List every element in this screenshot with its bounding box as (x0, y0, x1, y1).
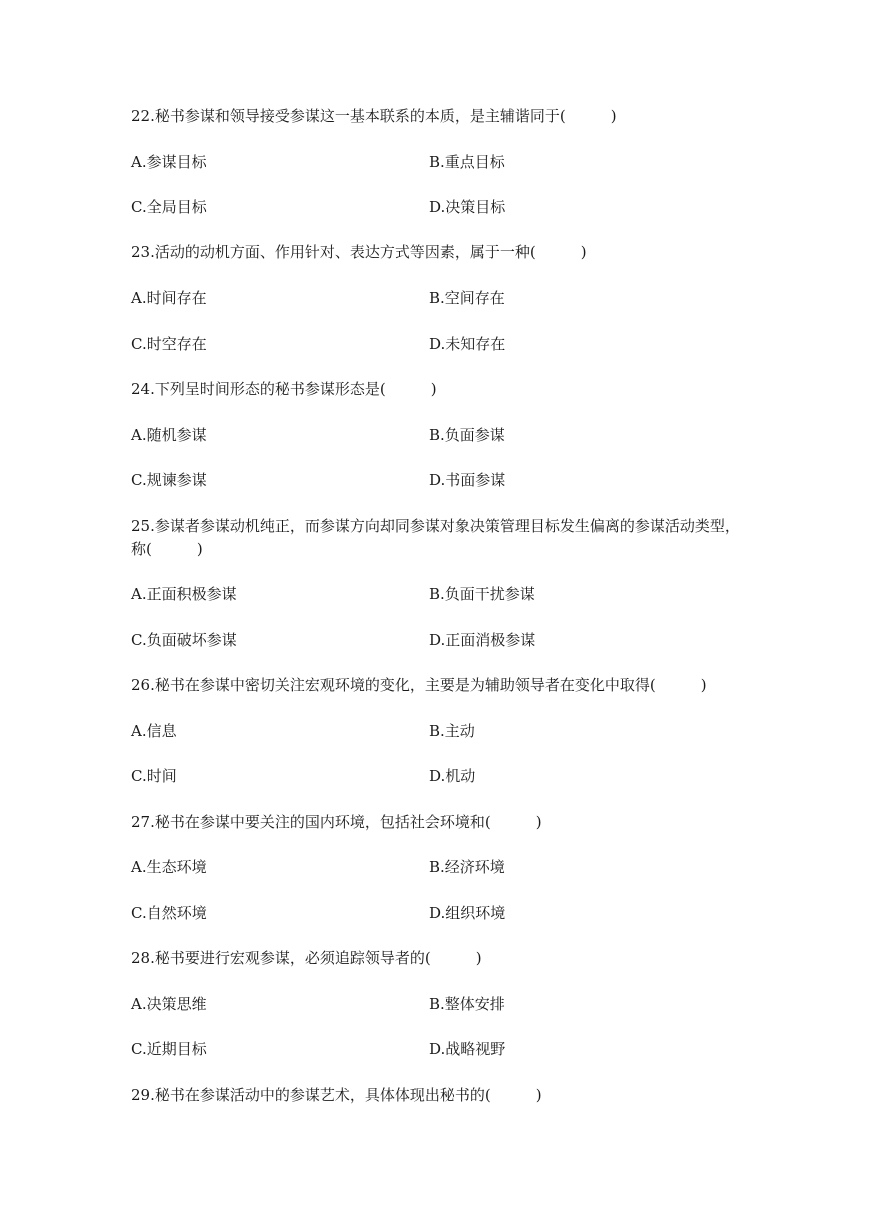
question-27-option-d: D.组织环境 (429, 904, 506, 922)
question-24-option-d: D.书面参谋 (429, 471, 506, 489)
question-28-stem: 28.秘书要进行宏观参谋，必须追踪领导者的( ) (131, 949, 482, 967)
question-28-option-c: C.近期目标 (131, 1040, 207, 1058)
question-23-option-c: C.时空存在 (131, 335, 207, 353)
question-27-option-a: A.生态环境 (131, 858, 207, 876)
question-25-stem: 25.参谋者参谋动机纯正，而参谋方向却同参谋对象决策管理目标发生偏离的参谋活动类型， (131, 517, 740, 535)
question-22-option-a: A.参谋目标 (131, 153, 207, 171)
question-24-stem: 24.下列呈时间形态的秘书参谋形态是( ) (131, 380, 437, 398)
question-23-option-a: A.时间存在 (131, 289, 207, 307)
question-25-option-c: C.负面破坏参谋 (131, 631, 237, 649)
question-27-stem: 27.秘书在参谋中要关注的国内环境，包括社会环境和( ) (131, 813, 542, 831)
question-24-option-a: A.随机参谋 (131, 426, 207, 444)
question-28-option-d: D.战略视野 (429, 1040, 506, 1058)
question-25-option-d: D.正面消极参谋 (429, 631, 536, 649)
question-28-option-b: B.整体安排 (429, 995, 505, 1013)
question-26-option-c: C.时间 (131, 767, 177, 785)
question-23-stem: 23.活动的动机方面、作用针对、表达方式等因素，属于一种( ) (131, 243, 587, 261)
question-26-option-b: B.主动 (429, 722, 475, 740)
question-24-option-c: C.规谏参谋 (131, 471, 207, 489)
question-23-option-d: D.未知存在 (429, 335, 506, 353)
question-25-stem-continued: 称( ) (131, 540, 203, 558)
question-26-option-d: D.机动 (429, 767, 476, 785)
question-25-option-a: A.正面积极参谋 (131, 585, 237, 603)
question-26-option-a: A.信息 (131, 722, 177, 740)
question-27-option-b: B.经济环境 (429, 858, 505, 876)
question-22-stem: 22.秘书参谋和领导接受参谋这一基本联系的本质，是主辅谐同于( ) (131, 107, 617, 125)
question-28-option-a: A.决策思维 (131, 995, 207, 1013)
question-25-option-b: B.负面干扰参谋 (429, 585, 535, 603)
question-23-option-b: B.空间存在 (429, 289, 505, 307)
question-22-option-b: B.重点目标 (429, 153, 505, 171)
question-29-stem: 29.秘书在参谋活动中的参谋艺术，具体体现出秘书的( ) (131, 1086, 542, 1104)
question-27-option-c: C.自然环境 (131, 904, 207, 922)
question-24-option-b: B.负面参谋 (429, 426, 505, 444)
question-22-option-d: D.决策目标 (429, 198, 506, 216)
question-26-stem: 26.秘书在参谋中密切关注宏观环境的变化，主要是为辅助领导者在变化中取得( ) (131, 676, 707, 694)
question-22-option-c: C.全局目标 (131, 198, 207, 216)
